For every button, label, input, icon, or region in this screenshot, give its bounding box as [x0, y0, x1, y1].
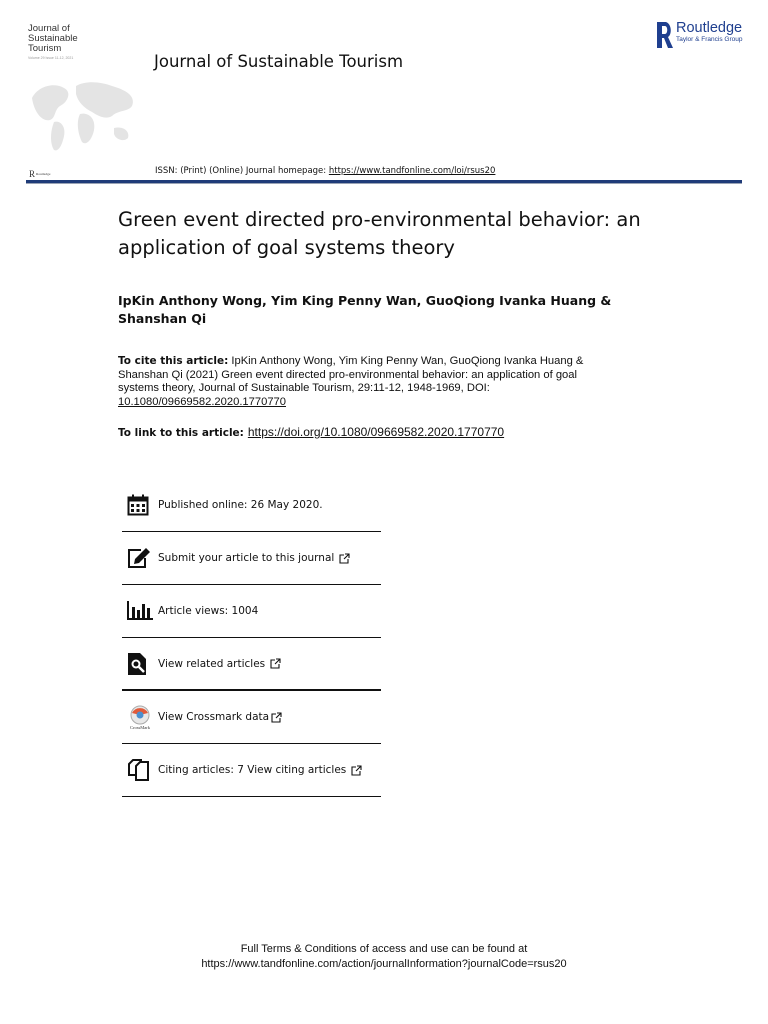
journal-cover-thumbnail	[28, 24, 144, 156]
crossmark-badge-label: CrossMark	[130, 725, 150, 730]
document-search-icon	[122, 649, 158, 679]
copy-documents-icon	[122, 755, 158, 785]
crossmark-link[interactable]: View Crossmark data	[158, 711, 270, 723]
published-online-item	[122, 479, 381, 532]
cover-title-line: Sustainable	[28, 33, 78, 44]
article-doi-link[interactable]: https://doi.org/10.1080/09669582.2020.1770770	[247, 425, 505, 439]
submit-article-item[interactable]	[122, 532, 381, 585]
small-publisher-logo: R Routledge	[29, 169, 51, 179]
calendar-icon	[122, 490, 158, 520]
related-articles-item[interactable]	[122, 638, 381, 691]
article-info-list	[122, 479, 381, 797]
cover-meta: Volume 29 Issue 11-12, 2021	[28, 56, 74, 60]
bar-chart-icon	[122, 596, 158, 626]
related-articles-link[interactable]: View related articles	[158, 657, 266, 670]
published-online-text: Published online: 26 May 2020.	[158, 499, 323, 511]
citation-label: To cite this article:	[118, 355, 229, 367]
world-map-icon	[28, 76, 142, 156]
citation-doi-link[interactable]: 10.1080/09669582.2020.1770770	[118, 395, 286, 408]
citing-articles-link[interactable]: Citing articles: 7 View citing articles	[158, 764, 347, 776]
issn-text: ISSN: (Print) (Online) Journal homepage:	[155, 166, 329, 176]
cover-title-line: Tourism	[28, 43, 62, 54]
journal-homepage-link[interactable]: https://www.tandfonline.com/loi/rsus20	[328, 166, 496, 176]
crossmark-icon	[122, 702, 158, 732]
external-link-icon	[339, 553, 350, 564]
external-link-icon	[270, 658, 281, 669]
publisher-subtitle: Taylor & Francis Group	[676, 36, 743, 43]
terms-footer-line: Full Terms & Conditions of access and use can be found at	[240, 943, 528, 955]
issn-line	[155, 166, 495, 176]
citation-text: IpKin Anthony Wong, Yim King Penny Wan, GuoQiong Ivanka Huang & Shanshan Qi (2021) Green event directed pro-environmental behavior: an application of goal systems theory, Journal of Sustainable Tourism, 29:11-12, 1948-1969, DOI:	[118, 355, 584, 395]
terms-footer-link[interactable]: https://www.tandfonline.com/action/journalInformation?journalCode=rsus20	[201, 958, 567, 970]
cover-title-line: Journal of	[28, 23, 70, 34]
publisher-name: Routledge	[676, 20, 743, 36]
citation-block	[118, 355, 618, 409]
article-views-item	[122, 585, 381, 638]
external-link-icon	[271, 712, 282, 723]
article-title: Green event directed pro-environmental behavior: an application of goal systems theory	[118, 208, 641, 259]
publisher-logo[interactable]	[654, 20, 742, 50]
article-link-label: To link to this article:	[118, 427, 244, 439]
submit-article-link[interactable]: Submit your article to this journal	[158, 552, 335, 564]
terms-footer	[0, 942, 768, 972]
article-link-block	[118, 425, 504, 439]
external-link-icon	[351, 765, 362, 776]
article-views-text: Article views: 1004	[158, 605, 259, 617]
journal-title: Journal of Sustainable Tourism	[154, 52, 404, 71]
article-authors: IpKin Anthony Wong, Yim King Penny Wan, GuoQiong Ivanka Huang & Shanshan Qi	[118, 293, 612, 326]
citing-articles-item[interactable]	[122, 744, 381, 797]
routledge-r-icon	[654, 20, 673, 50]
crossmark-item[interactable]	[122, 691, 381, 744]
header-divider-thin	[26, 183, 742, 184]
edit-icon	[122, 543, 158, 573]
